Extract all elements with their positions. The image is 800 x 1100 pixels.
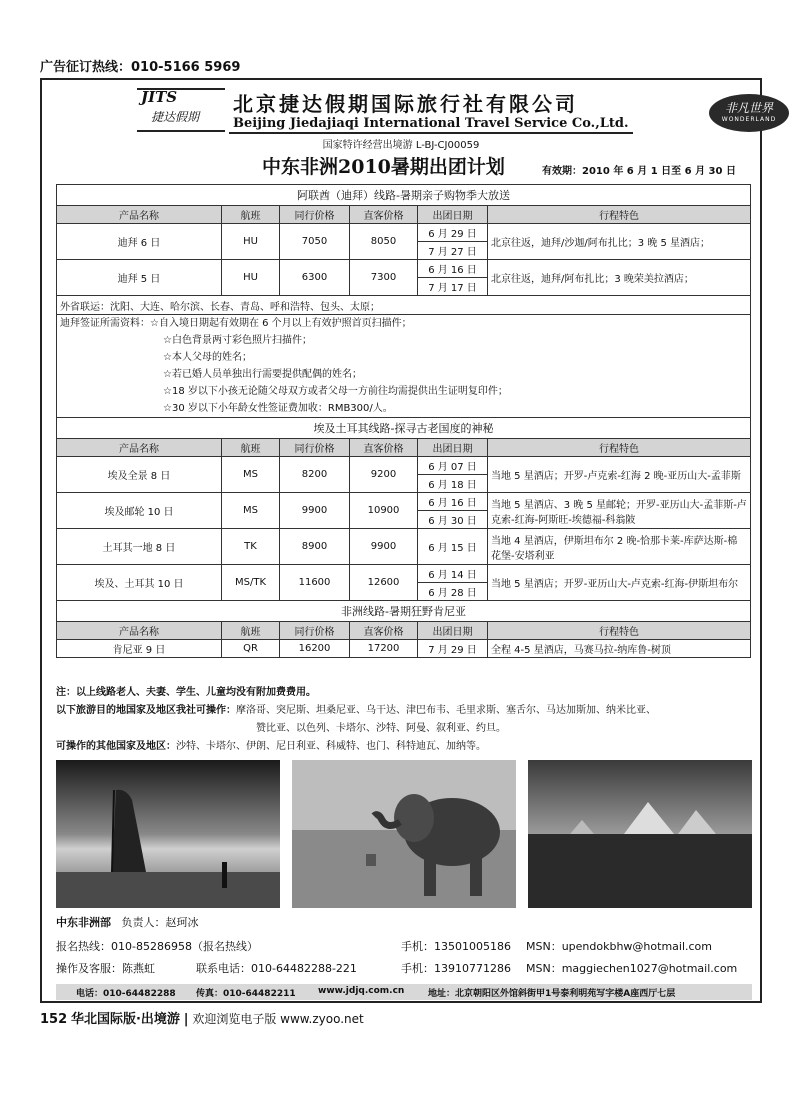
section-title: 阿联酋（迪拜）线路-暑期亲子购物季大放送	[57, 185, 751, 206]
table-row: 迪拜 5 日 HU 6300 7300 6 月 16 日 北京往返，迪拜/阿布扎比；3 晚荣美拉酒店；	[57, 260, 751, 278]
table-row: 土耳其一地 8 日 TK 8900 9900 6 月 15 日 当地 4 星酒店，伊斯坦布尔 2 晚-恰那卡莱-库萨达斯-棉花堡-安塔利亚	[57, 529, 751, 565]
col-date: 出团日期	[418, 206, 488, 224]
slogan: 欢迎浏览电子版	[192, 1012, 277, 1026]
logo-en: JITS	[141, 88, 178, 106]
table-header: 产品名称 航班 同行价格 直客价格 出团日期 行程特色	[57, 439, 751, 457]
col-direct-price: 直客价格	[350, 206, 418, 224]
tour-table: 阿联酋（迪拜）线路-暑期亲子购物季大放送 产品名称 航班 同行价格 直客价格 出团日期 行程特色 迪拜 6 日 HU 7050 8050 6 月 29 日 北京往返，迪拜/沙迦/阿布扎比；3 晚 5 星酒店； 7 月 27 日 迪拜 5 日 HU 6300 7300 6 月 16 日 北京往返，迪拜/阿布扎比；3 晚荣美拉酒店； 7 月 17 日 外省联运：沈阳、大连、哈尔滨、长春、青岛、呼和浩特、包头、太原； 迪拜签证所需资料：☆自入境日期起有效期在 6 个月以上有效护照首页扫描件； ☆白色背景两寸彩色照片扫描件； ☆本人父母的姓名； ☆若已婚人员单独出行需要提供配偶的姓名； ☆18 岁以下小孩无论随父母双方或者父母一方前往均需提供出生证明复印件； ☆30 岁以下小年龄女性签证费加收：RMB300/人。 埃及土耳其线路-探寻古老国度的神秘 产品名称 航班 同行价格 直客价格 出团日期 行程特色 埃及全景 8 日 MS 8200 9200 6 月 07 日 当地 5 星酒店；开罗-卢克索-红海 2 晚-亚历山大-孟菲斯 6 月 18 日 埃及邮轮 10 日 MS 9900 10900 6 月 16 日 当地 5 星酒店、3 晚 5 星邮轮；开罗-亚历山大-孟菲斯-卢克索-红海-阿斯旺-埃德福-科翁陂 6 月 30 日 土耳其一地 8 日 TK 8900 9900 6 月 15 日 当地 4 星酒店，伊斯坦布尔 2 晚-恰那卡莱-库萨达斯-棉花堡-安塔利亚 埃及、土耳其 10 日 MS/TK 11600 12600 6 月 14 日 当地 5 星酒店；开罗-亚历山大-卢克索-红海-伊斯坦布尔 6 月 28 日 非洲线路-暑期狂野肯尼亚 产品名称 航班 同行价格 直客价格 出团日期 行程特色 肯尼亚 9 日 QR 16200 17200 7 月 29 日 全程 4-5 星酒店，马赛马拉-纳库鲁-树顶	[56, 184, 751, 658]
section-title: 埃及土耳其线路-探寻古老国度的神秘	[57, 418, 751, 439]
section-title: 非洲线路-暑期狂野肯尼亚	[57, 601, 751, 622]
company-name-cn: 北京捷达假期国际旅行社有限公司	[233, 92, 578, 116]
tel: 电话：010-64482288	[76, 989, 176, 999]
table-header	[57, 206, 751, 224]
mobile-2: 手机：13910771286	[401, 962, 511, 975]
col-trade-price: 同行价格	[280, 206, 350, 224]
table-row: 埃及邮轮 10 日 MS 9900 10900 6 月 16 日 当地 5 星酒店、3 晚 5 星邮轮；开罗-亚历山大-孟菲斯-卢克索-红海-阿斯旺-埃德福-科翁陂	[57, 493, 751, 511]
signup-hotline: 报名热线：010-85286958（报名热线）	[56, 940, 258, 953]
table-row: 埃及、土耳其 10 日 MS/TK 11600 12600 6 月 14 日 当地 5 星酒店；开罗-亚历山大-卢克索-红海-伊斯坦布尔	[57, 565, 751, 583]
license-text: 国家特许经营出境游 L-BJ-CJ00059	[322, 140, 480, 151]
notes: 注：以上线路老人、夫妻、学生、儿童均没有附加费费用。 以下旅游目的地国家及地区我社可操作：摩洛哥、突尼斯、坦桑尼亚、乌干达、津巴布韦、毛里求斯、塞舌尔、马达加斯加、纳米比亚、 赞比亚、以色列、卡塔尔、沙特、阿曼、叙利亚、约旦。 可操作的其他国家及地区：沙特、卡塔尔、伊朗、尼日利亚、科威特、也门、科特迪瓦、加纳等。	[56, 684, 756, 756]
msn-1: MSN：upendokbhw@hotmail.com	[526, 940, 713, 953]
fax: 传真：010-64482211	[196, 989, 296, 999]
ad-hotline: 广告征订热线：010-5166 5969	[40, 60, 241, 75]
wonderland-en: WONDERLAND	[721, 116, 777, 123]
address: 地址：北京朝阳区外馆斜街甲1号泰利明苑写字楼A座西厅七层	[428, 989, 676, 999]
separator: |	[183, 1012, 189, 1027]
pyramids-photo	[528, 760, 752, 908]
note-surcharge: 注：以上线路老人、夫妻、学生、儿童均没有附加费费用。	[56, 687, 316, 698]
company-name-en: Beijing Jiedajiaqi International Travel Service Co.,Ltd.	[229, 115, 633, 134]
manager: 负责人：赵珂冰	[121, 916, 199, 929]
flyer-frame	[40, 78, 777, 1003]
logo-cn: 捷达假期	[151, 110, 200, 124]
mobile-1: 手机：13501005186	[401, 940, 511, 953]
footer-url[interactable]: www.zyoo.net	[280, 1012, 364, 1026]
visa-requirements: 迪拜签证所需资料：☆自入境日期起有效期在 6 个月以上有效护照首页扫描件； ☆白色背景两寸彩色照片扫描件； ☆本人父母的姓名； ☆若已婚人员单独出行需要提供配偶的姓名； ☆18 岁以下小孩无论随父母双方或者父母一方前往均需提供出生证明复印件； ☆30 岁以下小年龄女性签证费加收：RMB300/人。	[57, 315, 751, 418]
col-flight: 航班	[222, 206, 280, 224]
table-row: 肯尼亚 9 日 QR 16200 17200 7 月 29 日 全程 4-5 星酒店，马赛马拉-纳库鲁-树顶	[57, 640, 751, 658]
page-footer	[40, 1008, 364, 1027]
website[interactable]: www.jdjq.com.cn	[318, 986, 405, 996]
burj-al-arab-photo	[56, 760, 280, 908]
wonderland-cn: 非凡世界	[724, 101, 773, 115]
table-row: 迪拜 6 日 HU 7050 8050 6 月 29 日 北京往返，迪拜/沙迦/阿布扎比；3 晚 5 星酒店；	[57, 224, 751, 242]
validity-text: 有效期：2010 年 6 月 1 日至 6 月 30 日	[542, 166, 736, 177]
col-name: 产品名称	[57, 206, 222, 224]
page-title: 中东非洲2010暑期出团计划	[262, 156, 505, 178]
bottom-info-bar	[56, 984, 752, 1000]
phone-2: 联系电话：010-64482288-221	[196, 962, 357, 975]
note-other: 可操作的其他国家及地区：沙特、卡塔尔、伊朗、尼日利亚、科威特、也门、科特迪瓦、加纳等。	[56, 741, 486, 752]
company-header	[137, 88, 777, 134]
publication: 华北国际版·出境游	[70, 1012, 180, 1027]
table-row: 埃及全景 8 日 MS 8200 9200 6 月 07 日 当地 5 星酒店；开罗-卢克索-红海 2 晚-亚历山大-孟菲斯	[57, 457, 751, 475]
external-cities: 外省联运：沈阳、大连、哈尔滨、长春、青岛、呼和浩特、包头、太原；	[57, 296, 751, 315]
ops-contact: 操作及客服：陈燕虹	[56, 962, 155, 975]
elephant-photo	[292, 760, 516, 908]
note-destinations: 以下旅游目的地国家及地区我社可操作：摩洛哥、突尼斯、坦桑尼亚、乌干达、津巴布韦、毛里求斯、塞舌尔、马达加斯加、纳米比亚、	[56, 705, 656, 716]
dept-name: 中东非洲部	[56, 916, 111, 929]
photo-strip	[56, 760, 753, 908]
page-number: 152	[40, 1012, 68, 1027]
col-features: 行程特色	[488, 206, 751, 224]
table-header: 产品名称 航班 同行价格 直客价格 出团日期 行程特色	[57, 622, 751, 640]
msn-2: MSN：maggiechen1027@hotmail.com	[526, 962, 738, 975]
company-logo	[137, 88, 225, 132]
wonderland-logo	[709, 94, 789, 132]
